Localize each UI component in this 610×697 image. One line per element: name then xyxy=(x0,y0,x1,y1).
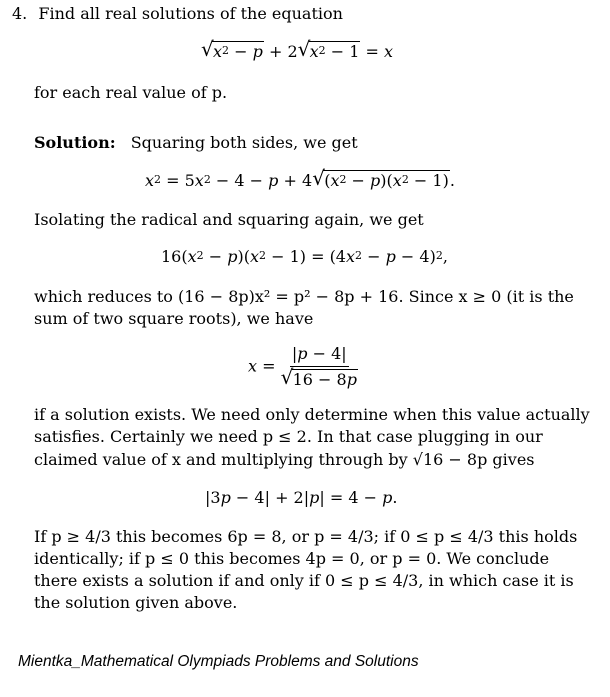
equation-5: |3p − 4| + 2|p| = 4 − p. xyxy=(205,488,398,507)
problem-number: 4. xyxy=(12,4,28,23)
equation-4: x = |p − 4| √ 16 − 8p xyxy=(248,343,358,391)
exists-line-1: if a solution exists. We need only determine when this value actually xyxy=(34,405,590,424)
solution-intro xyxy=(34,133,358,153)
conclusion-line-3: there exists a solution if and only if 0 ≤ p ≤ 4/3, in which case it is xyxy=(34,571,574,590)
exists-line-3: claimed value of x and multiplying through by √16 − 8p gives xyxy=(34,450,535,469)
solution-label: Solution: xyxy=(34,133,116,152)
problem-statement xyxy=(12,4,343,24)
conclusion-line-1: If p ≥ 4/3 this becomes 6p = 8, or p = 4/3; if 0 ≤ p ≤ 4/3 this holds xyxy=(34,527,578,546)
equation-2: $x^2 = 5x^2 - 4 - p + 4√$ $(x^2 - p)(x^2 - 1)$. xyxy=(145,170,455,192)
solution-intro-text: Squaring both sides, we get xyxy=(130,133,358,152)
conclusion-line-2: identically; if p ≤ 0 this becomes 4p = 0, or p = 0. We conclude xyxy=(34,549,550,568)
equation-3: $16(x^2 - p)(x^2 - 1) = (4x^2 - p - 4)^2$, xyxy=(161,247,448,266)
footer-caption: Mientka_Mathematical Olympiads Problems and Solutions xyxy=(18,653,419,670)
equation-1: √ $x^2 - p + 2√$ $x^2 - 1 = x$ xyxy=(201,41,393,63)
isolating-text: Isolating the radical and squaring again, we get xyxy=(34,210,424,229)
problem-text: Find all real solutions of the equation xyxy=(38,4,343,23)
problem-tail: for each real value of p. xyxy=(34,83,228,102)
reduces-line-1: which reduces to (16 − 8p)x² = p² − 8p + 16. Since x ≥ 0 (it is the xyxy=(34,287,574,306)
exists-line-2: satisfies. Certainly we need p ≤ 2. In that case plugging in our xyxy=(34,427,543,446)
reduces-line-2: sum of two square roots), we have xyxy=(34,309,314,328)
conclusion-line-4: the solution given above. xyxy=(34,593,238,612)
